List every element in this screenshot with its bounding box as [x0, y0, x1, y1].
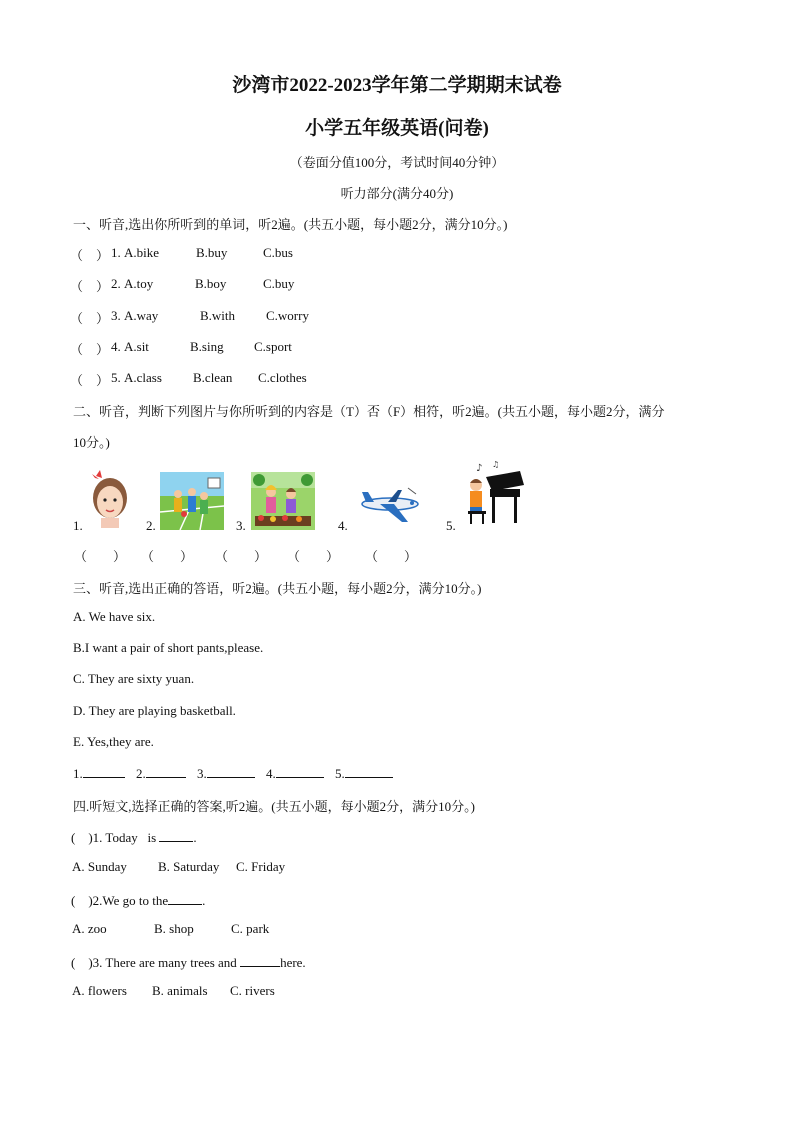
answer-paren[interactable]: ( ) — [71, 955, 93, 970]
option-b: B.boy — [195, 276, 227, 291]
answer-option-a: A. We have six. — [73, 609, 156, 624]
question-text: 3. There are many trees and — [92, 955, 237, 970]
answer-option-e: E. Yes,they are. — [73, 734, 154, 749]
option-c: C.worry — [266, 308, 309, 323]
picture-label-1: 1. — [73, 518, 83, 533]
q2-option-c: C. park — [231, 921, 270, 936]
part2-heading-line2: 10分。) — [73, 435, 110, 450]
question-number: 3. — [111, 308, 121, 323]
page-subtitle: 小学五年级英语(问卷) — [305, 118, 489, 139]
blank-label-3: 3. — [197, 766, 207, 781]
answer-paren[interactable]: （ ） — [70, 248, 110, 263]
exam-note: （卷面分值100分，考试时间40分钟） — [289, 155, 505, 170]
question-text: 1. Today is — [92, 830, 157, 845]
kids-playground-icon — [160, 472, 224, 530]
option-a: A.toy — [124, 276, 154, 291]
q2-option-a: A. zoo — [72, 921, 107, 936]
question-number: 1. — [111, 245, 121, 260]
option-c: C.bus — [263, 245, 293, 260]
option-c: C.clothes — [258, 370, 307, 385]
option-a: A.sit — [124, 339, 149, 354]
option-c: C.buy — [263, 276, 295, 291]
picture-answer-3[interactable]: （ ） — [215, 549, 268, 564]
picture-label-3: 3. — [236, 518, 246, 533]
q3-option-c: C. rivers — [230, 983, 275, 998]
answer-paren[interactable]: （ ） — [70, 373, 110, 388]
section-label: 听力部分(满分40分) — [340, 186, 454, 201]
q1-option-b: B. Saturday — [158, 859, 220, 874]
answer-blank-1[interactable] — [83, 765, 125, 778]
answer-option-d: D. They are playing basketball. — [73, 703, 236, 718]
svg-text:♫: ♫ — [492, 460, 500, 469]
answer-paren[interactable]: （ ） — [70, 279, 110, 294]
children-garden-icon — [251, 472, 315, 530]
part4-question-2: ( )2.We go to the . — [71, 893, 206, 908]
page-title: 沙湾市2022-2023学年第二学期期末试卷 — [232, 75, 562, 96]
part2-heading-line1: 二、听音，判断下列图片与你所听到的内容是（T）否（F）相符，听2遍。(共五小题，每小题2分，满分 — [73, 404, 665, 419]
q1-option-a: A. Sunday — [72, 859, 127, 874]
part4-question-3 — [71, 952, 306, 971]
option-a: A.class — [124, 370, 162, 385]
answer-paren[interactable]: ( ) — [71, 893, 93, 908]
answer-paren[interactable]: （ ） — [70, 311, 110, 326]
blank-label-4: 4. — [266, 766, 276, 781]
answer-paren[interactable]: ( ) — [71, 830, 93, 845]
option-b: B.with — [200, 308, 236, 323]
answer-option-b: B.I want a pair of short pants,please. — [73, 640, 264, 655]
answer-blank-3[interactable] — [207, 765, 255, 778]
blank-label-5: 5. — [335, 766, 345, 781]
part3-heading: 三、听音,选出正确的答语，听2遍。(共五小题，每小题2分，满分10分。) — [73, 581, 482, 596]
boy-piano-icon — [462, 459, 524, 527]
blank-label-2: 2. — [136, 766, 146, 781]
part4-question-1: ( )1. Today is . — [71, 830, 197, 845]
picture-label-2: 2. — [146, 518, 156, 533]
part4-heading: 四.听短文,选择正确的答案,听2遍。(共五小题，每小题2分，满分10分。) — [73, 799, 475, 814]
answer-blank-4[interactable] — [276, 765, 324, 778]
blank-label-1: 1. — [73, 766, 83, 781]
answer-paren[interactable]: （ ） — [70, 342, 110, 357]
picture-label-5: 5. — [446, 518, 456, 533]
q3-option-a: A. flowers — [72, 983, 127, 998]
question-blank[interactable] — [159, 829, 193, 842]
girl-face-icon — [90, 470, 130, 528]
option-c: C.sport — [254, 339, 292, 354]
question-blank[interactable] — [168, 892, 202, 905]
picture-answer-2[interactable]: （ ） — [141, 549, 194, 564]
part1-heading: 一、听音,选出你所听到的单词，听2遍。(共五小题，每小题2分，满分10分。) — [73, 217, 508, 232]
picture-answer-5[interactable]: （ ） — [365, 549, 418, 564]
airplane-icon — [358, 486, 424, 526]
option-a: A.way — [124, 308, 159, 323]
q3-option-b: B. animals — [152, 983, 208, 998]
q2-option-b: B. shop — [154, 921, 194, 936]
option-b: B.sing — [190, 339, 224, 354]
option-a: A.bike — [124, 245, 160, 260]
q1-option-c: C. Friday — [236, 859, 286, 874]
answer-blanks-row — [73, 765, 393, 782]
option-b: B.buy — [196, 245, 228, 260]
question-text: 2.We go to the — [92, 893, 169, 908]
answer-blank-2[interactable] — [146, 765, 186, 778]
option-b: B.clean — [193, 370, 233, 385]
question-blank[interactable] — [240, 954, 280, 967]
svg-text:♪: ♪ — [476, 463, 483, 474]
question-text-end: here. — [280, 955, 306, 970]
answer-option-c: C. They are sixty yuan. — [73, 671, 195, 686]
question-number: 4. — [111, 339, 121, 354]
question-number: 2. — [111, 276, 121, 291]
picture-label-4: 4. — [338, 518, 348, 533]
question-number: 5. — [111, 370, 121, 385]
picture-answer-4[interactable]: （ ） — [287, 549, 340, 564]
picture-answer-1[interactable]: （ ） — [74, 549, 127, 564]
answer-blank-5[interactable] — [345, 765, 393, 778]
